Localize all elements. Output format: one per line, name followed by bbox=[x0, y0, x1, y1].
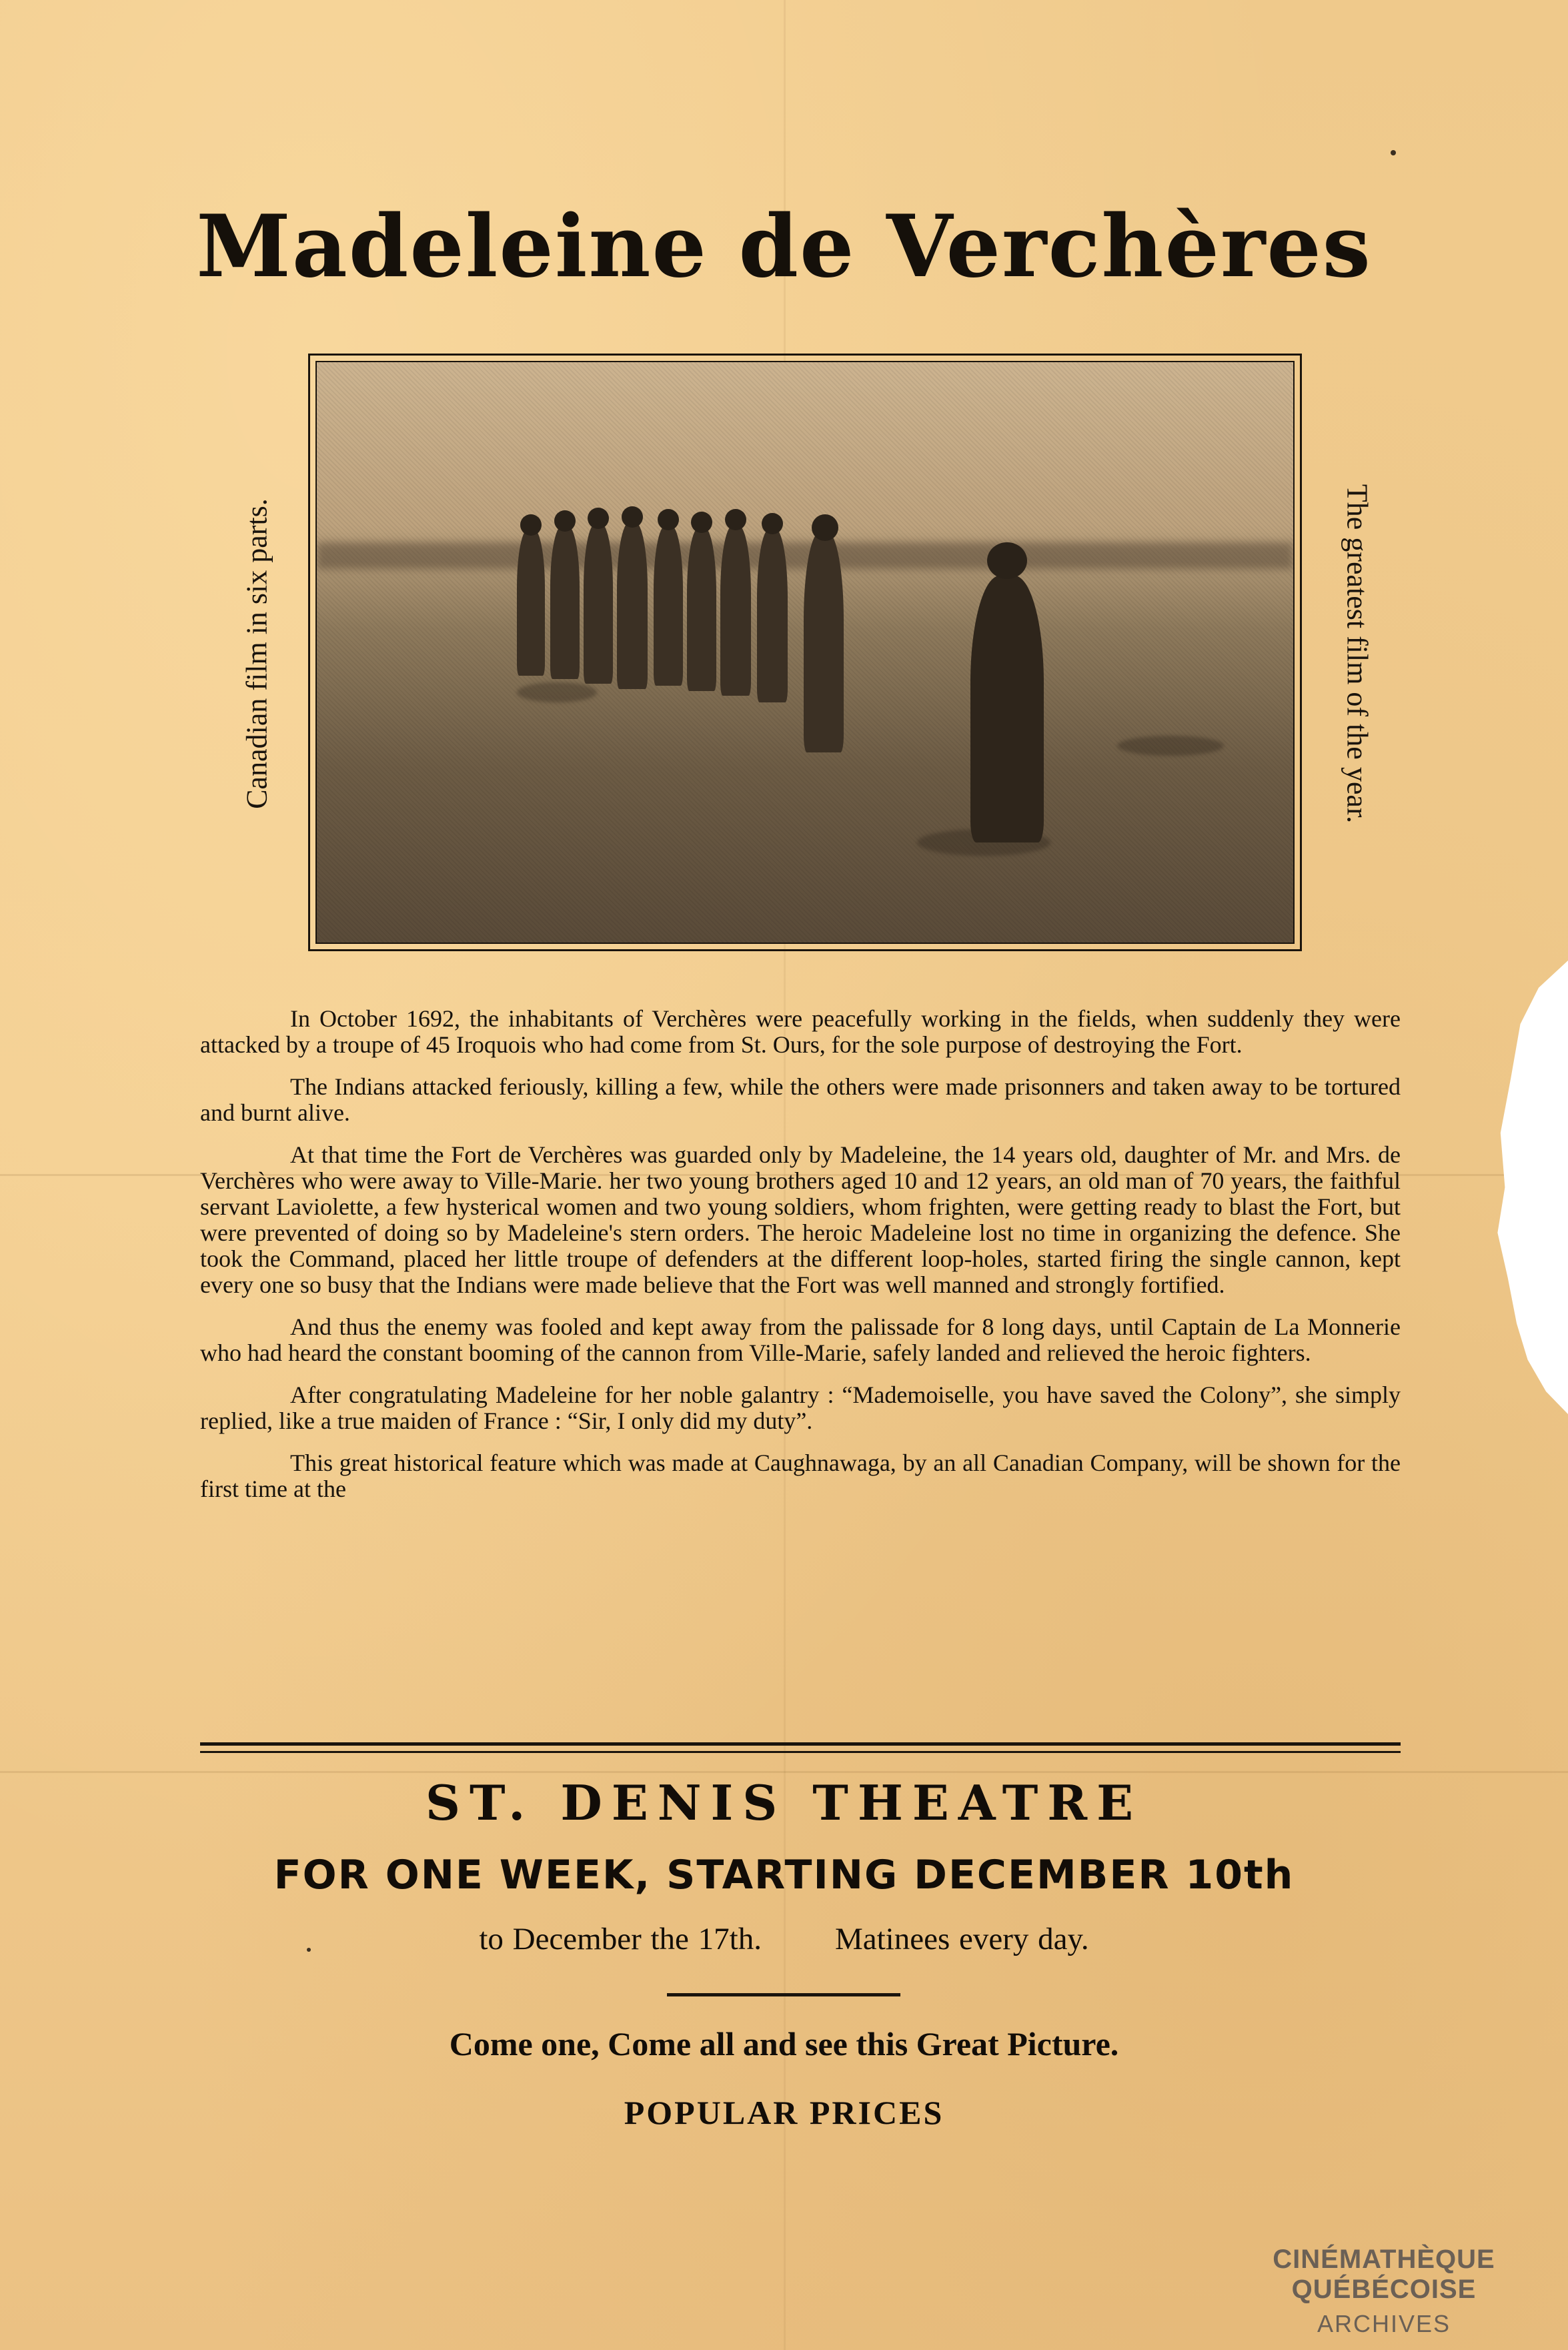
photo-figure bbox=[584, 524, 613, 684]
story-paragraph: At that time the Fort de Verchères was guarded only by Madeleine, the 14 years old, daughter of Mr. and Mrs. de Verchères who were away to Ville-Marie. her two young brothers aged 10 and 12 years, an old man of 70 years, the faithful servant Laviolette, a few hysterical women and two young soldiers, whom frighten, were getting ready to blast the Fort, but were prevented of doing so by Madeleine's stern orders. The heroic Madeleine lost no time in organizing the defence. She took the Command, placed her little troupe of defenders at the different loop-holes, started firing the single cannon, kept every one so busy that the Indians were made believe that the Fort was well manned and strongly fortified. bbox=[200, 1141, 1401, 1298]
photo-head bbox=[691, 512, 712, 533]
double-rule-top bbox=[200, 1742, 1401, 1746]
photo-figure bbox=[617, 522, 648, 689]
photo-head bbox=[762, 513, 783, 534]
archive-stamp-name: CINÉMATHÈQUE QUÉBÉCOISE bbox=[1273, 2245, 1495, 2304]
divider-rule bbox=[667, 1993, 900, 1996]
film-still-frame bbox=[308, 354, 1302, 951]
photo-figure bbox=[720, 526, 751, 696]
prices-note: POPULAR PRICES bbox=[624, 2094, 944, 2131]
paper-speck bbox=[1391, 150, 1396, 155]
story-paragraph: This great historical feature which was made at Caughnawaga, by an all Canadian Company, will be shown for the first time at the bbox=[200, 1449, 1401, 1502]
poster-title: Madeleine de Verchères bbox=[196, 197, 1372, 297]
photo-figure-madeleine bbox=[970, 576, 1044, 842]
theatre-name: ST. DENIS THEATRE bbox=[426, 1774, 1142, 1831]
photo-head bbox=[622, 506, 643, 528]
end-date: to December the 17th. bbox=[479, 1922, 762, 1956]
photo-head bbox=[725, 509, 746, 530]
photo-head bbox=[658, 509, 679, 530]
side-caption-right: The greatest film of the year. bbox=[1341, 484, 1374, 824]
photo-figure bbox=[687, 528, 716, 691]
story-paragraph: In October 1692, the inhabitants of Verchères were peacefully working in the fields, when suddenly they were attacked by a troupe of 45 Iroquois who had come from St. Ours, for the sole purpose of destroying the Fort. bbox=[200, 1005, 1401, 1058]
photo-head bbox=[520, 514, 542, 536]
photo-figure bbox=[757, 529, 788, 702]
archive-stamp-label: ARCHIVES bbox=[1317, 2310, 1451, 2337]
run-dates-headline: FOR ONE WEEK, STARTING DECEMBER 10th bbox=[273, 1852, 1295, 1898]
photo-ground-shadow bbox=[517, 682, 597, 702]
story-paragraph: After congratulating Madeleine for her noble galantry : “Mademoiselle, you have saved the Colony”, she simply replied, like a true maiden of France : “Sir, I only did my duty”. bbox=[200, 1381, 1401, 1434]
photo-figure bbox=[654, 526, 683, 686]
double-rule-bottom bbox=[200, 1751, 1401, 1753]
photo-head bbox=[588, 508, 609, 529]
run-dates-line bbox=[0, 1921, 1568, 1957]
photo-head bbox=[987, 542, 1027, 579]
story-paragraph: The Indians attacked feriously, killing a few, while the others were made prisonners and taken away to be tortured and burnt alive. bbox=[200, 1073, 1401, 1126]
photo-figure bbox=[517, 529, 545, 676]
film-still-photo bbox=[315, 361, 1295, 944]
photo-horizon bbox=[317, 542, 1293, 569]
tagline: Come one, Come all and see this Great Picture. bbox=[449, 2025, 1119, 2063]
archive-stamp bbox=[1237, 2245, 1531, 2338]
paper-tear bbox=[1495, 961, 1568, 1414]
matinees-note: Matinees every day. bbox=[834, 1922, 1089, 1956]
photo-head bbox=[554, 510, 576, 532]
photo-head bbox=[812, 514, 838, 541]
photo-ground-shadow bbox=[1117, 736, 1224, 756]
story-paragraph: And thus the enemy was fooled and kept away from the palissade for 8 long days, until Captain de La Monnerie who had heard the constant booming of the cannon from Ville-Marie, safely landed and relieved the heroic fighters. bbox=[200, 1313, 1401, 1366]
photo-figure bbox=[550, 526, 580, 679]
side-caption-left: Canadian film in six parts. bbox=[240, 498, 273, 809]
story-text bbox=[200, 1006, 1401, 1518]
photo-figure-warrior bbox=[804, 532, 844, 752]
